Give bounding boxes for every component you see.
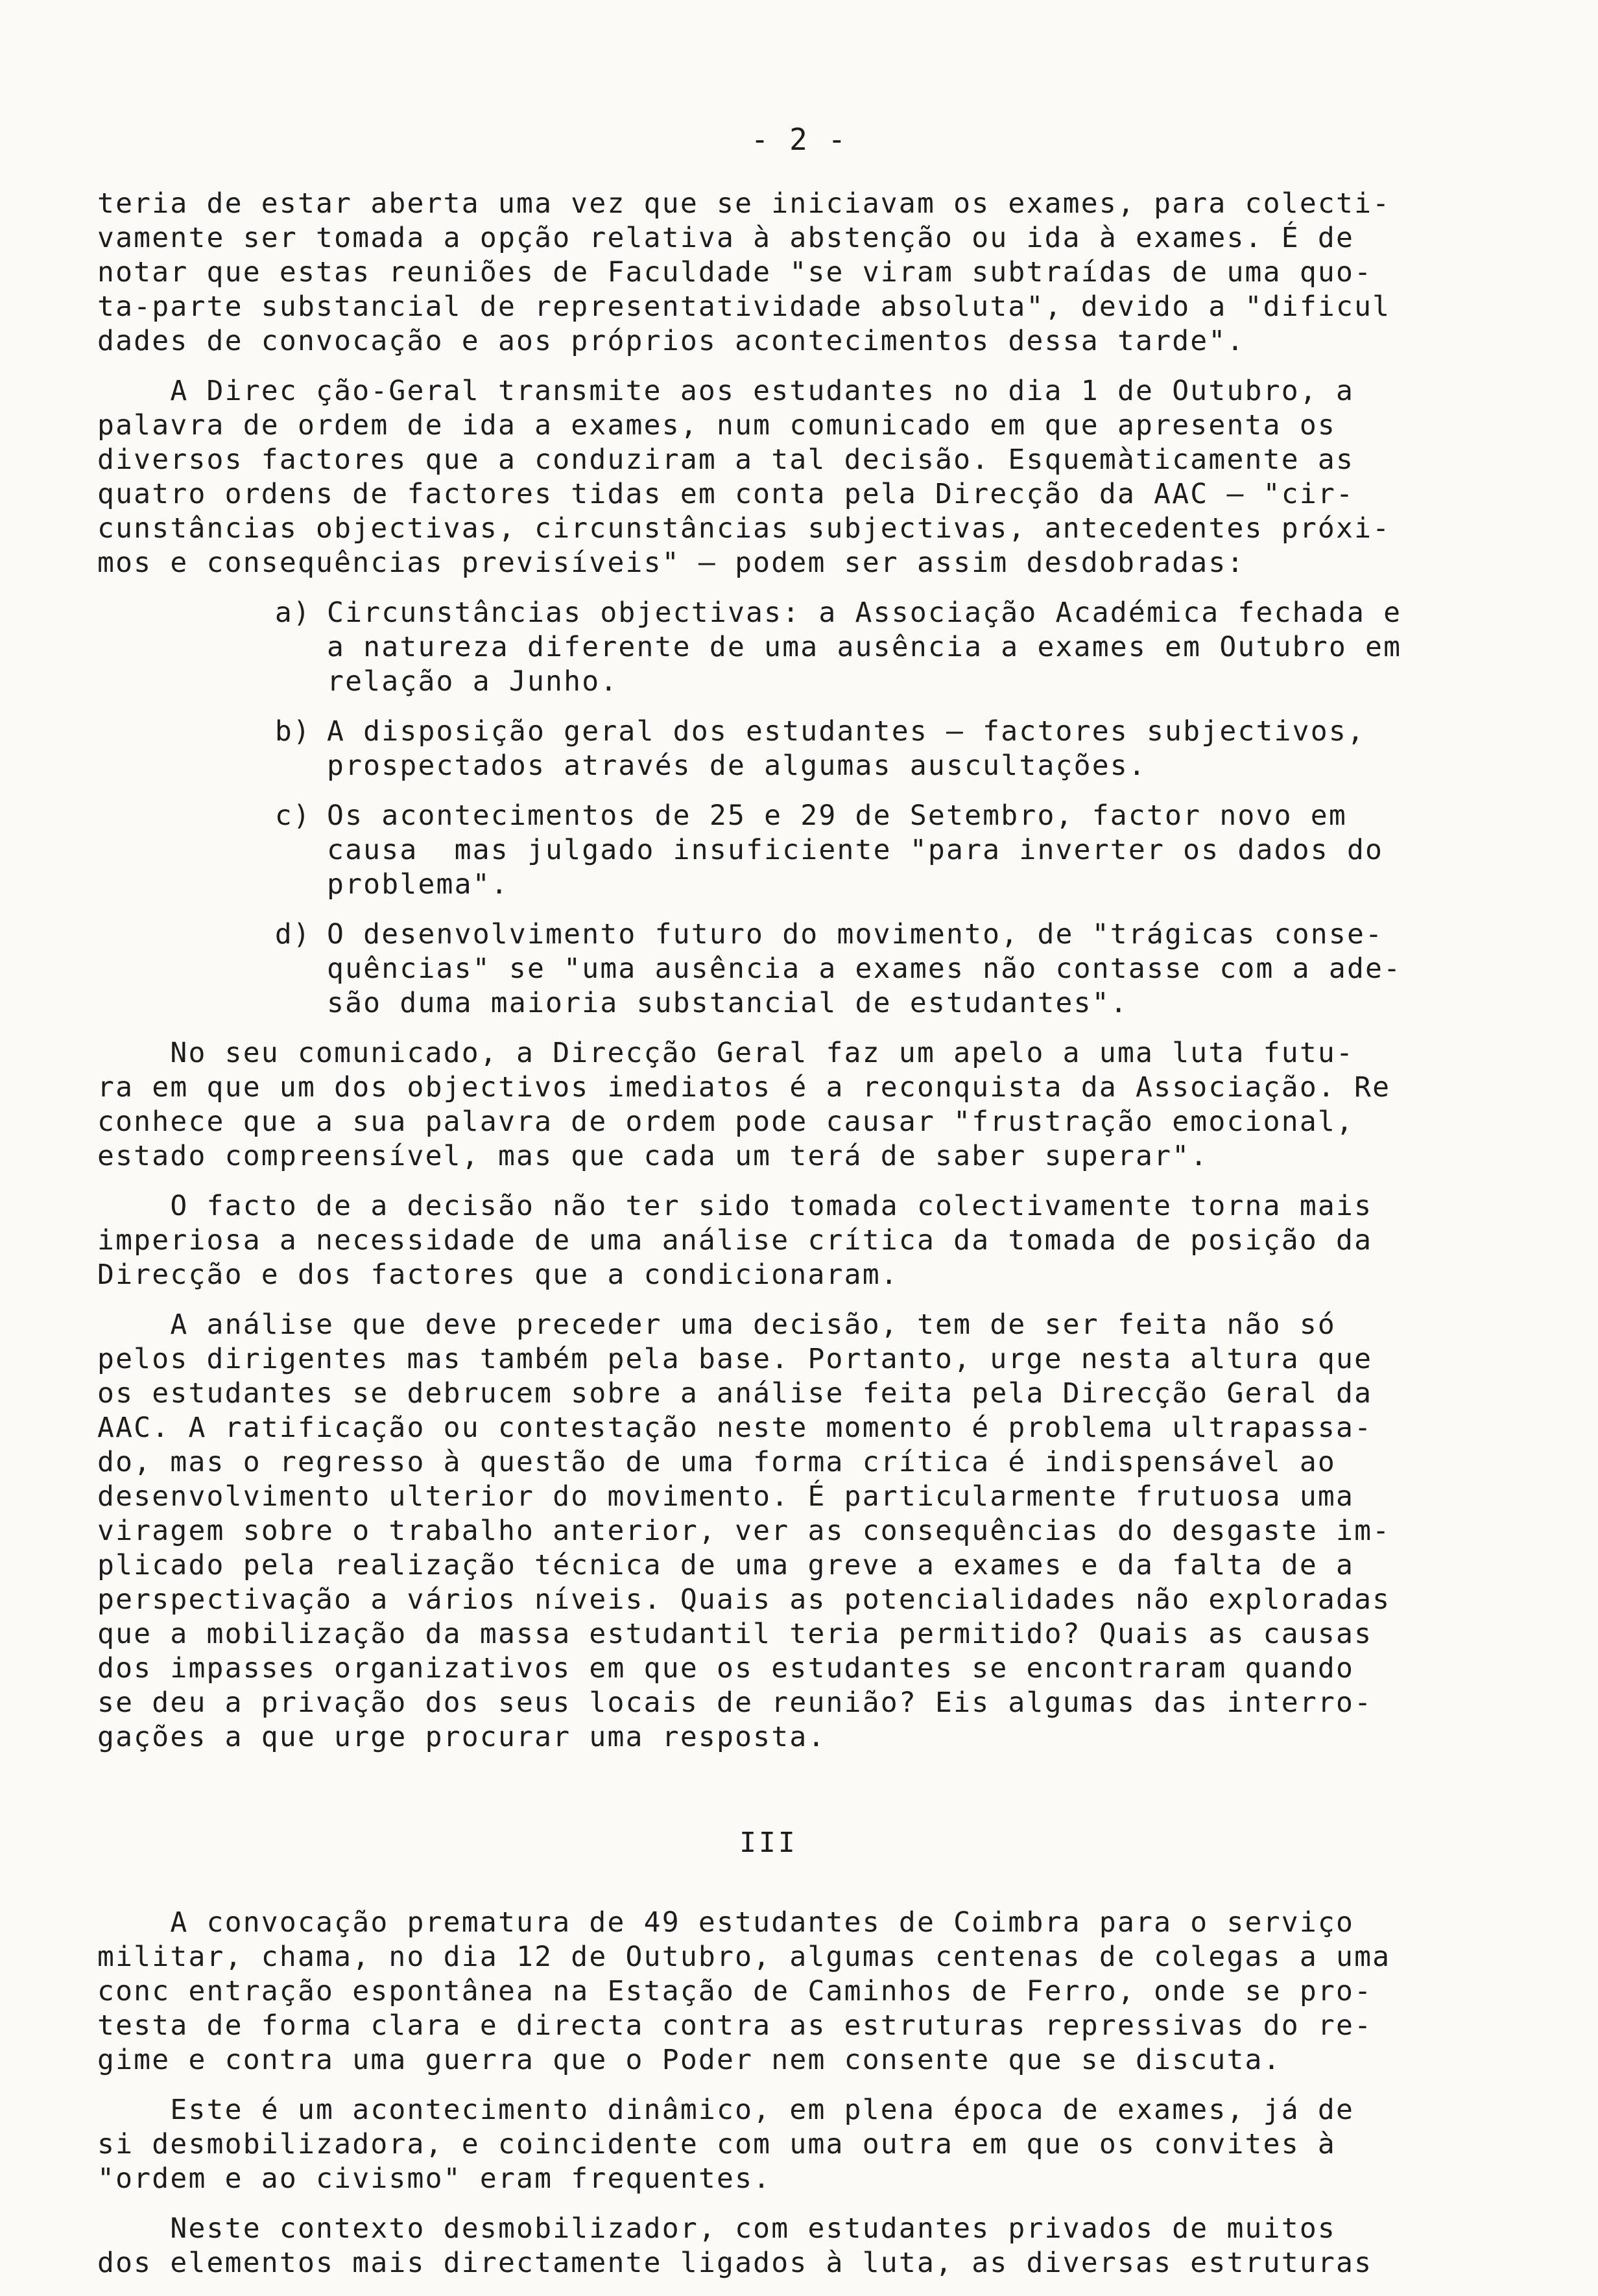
list-item — [97, 799, 1440, 902]
text-line: O facto de a decisão não ter sido tomada colectivamente torna mais — [97, 1190, 1373, 1222]
text-line: quatro ordens de factores tidas em conta pela Direcção da AAC — "cir- — [97, 478, 1355, 510]
list-item — [97, 917, 1440, 1021]
text-line: A Direc ção-Geral transmite aos estudantes no dia 1 de Outubro, a — [97, 375, 1355, 407]
text-line: palavra de ordem de ida a exames, num comunicado em que apresenta os — [97, 409, 1336, 442]
text-line: No seu comunicado, a Direcção Geral faz um apelo a uma luta futu- — [97, 1037, 1355, 1069]
text-line: quências" se "uma ausência a exames não contasse com a ade- — [327, 953, 1402, 985]
text-line: do, mas o regresso à questão de uma forma crítica é indispensável ao — [97, 1446, 1336, 1478]
text-line: cunstâncias objectivas, circunstâncias subjectivas, antecedentes próxi- — [97, 512, 1391, 545]
text-line: Os acontecimentos de 25 e 29 de Setembro, factor novo em — [327, 799, 1347, 832]
text-line: testa de forma clara e directa contra as estruturas repressivas do re- — [97, 2009, 1373, 2042]
text-line: gime e contra uma guerra que o Poder nem consente que se discuta. — [97, 2044, 1282, 2076]
text-line: Neste contexto desmobilizador, com estudantes privados de muitos — [97, 2212, 1336, 2245]
text-line: ra em que um dos objectivos imediatos é a reconquista da Associação. Re — [97, 1071, 1391, 1104]
text-line: ta-parte substancial de representatividade absoluta", devido a "dificul — [97, 290, 1391, 323]
text-line: são duma maioria substancial de estudantes". — [327, 987, 1128, 1019]
section-iii-body — [97, 1906, 1440, 2280]
text-line: AAC. A ratificação ou contestação neste momento é problema ultrapassa- — [97, 1412, 1373, 1444]
text-line: desenvolvimento ulterior do movimento. É particularmente frutuosa uma — [97, 1480, 1355, 1513]
list-item-text — [327, 715, 1440, 783]
text-line: dades de convocação e aos próprios acontecimentos dessa tarde". — [97, 325, 1245, 357]
list-marker: c) — [274, 799, 311, 832]
text-line: causa mas julgado insuficiente "para inverter os dados do — [327, 834, 1384, 866]
paragraph — [97, 187, 1440, 359]
paragraph — [97, 1036, 1440, 1174]
text-line: viragem sobre o trabalho anterior, ver as consequências do desgaste im- — [97, 1515, 1391, 1547]
list-marker: b) — [274, 715, 311, 748]
text-line: prospectados através de algumas auscultações. — [327, 750, 1147, 782]
text-line: relação a Junho. — [327, 665, 619, 698]
section-heading: III — [739, 1827, 798, 1859]
text-line: conhece que a sua palavra de ordem pode causar "frustração emocional, — [97, 1106, 1355, 1138]
text-line: imperiosa a necessidade de uma análise crítica da tomada de posição da — [97, 1224, 1373, 1257]
list-marker: d) — [274, 918, 311, 951]
factor-list — [97, 596, 1440, 1021]
list-item-text — [327, 596, 1440, 699]
text-line: notar que estas reuniões de Faculdade "se viram subtraídas de uma quo- — [97, 256, 1373, 289]
page-number: - 2 - — [750, 122, 848, 157]
text-line: se deu a privação dos seus locais de reunião? Eis algumas das interro- — [97, 1686, 1373, 1719]
paragraph — [97, 2212, 1440, 2280]
text-line: teria de estar aberta uma vez que se iniciavam os exames, para colecti- — [97, 187, 1391, 220]
paragraph — [97, 2093, 1440, 2196]
text-line: O desenvolvimento futuro do movimento, de "trágicas conse- — [327, 918, 1384, 951]
text-line: conc entração espontânea na Estação de Caminhos de Ferro, onde se pro- — [97, 1975, 1373, 2007]
text-line: diversos factores que a conduziram a tal decisão. Esquemàticamente as — [97, 444, 1355, 476]
text-line: A convocação prematura de 49 estudantes de Coimbra para o serviço — [97, 1906, 1355, 1939]
list-marker: a) — [274, 597, 311, 629]
paragraph — [97, 1906, 1440, 2077]
analysis-section — [97, 1036, 1440, 1755]
text-line: A análise que deve preceder uma decisão, tem de ser feita não só — [97, 1308, 1336, 1341]
text-line: Direcção e dos factores que a condicionaram. — [97, 1259, 899, 1291]
text-line: os estudantes se debrucem sobre a análise feita pela Direcção Geral da — [97, 1377, 1373, 1410]
text-line: que a mobilização da massa estudantil teria permitido? Quais as causas — [97, 1618, 1373, 1650]
document-body — [97, 187, 1440, 2296]
text-line: vamente ser tomada a opção relativa à abstenção ou ida à exames. É de — [97, 222, 1355, 254]
text-line: dos impasses organizativos em que os estudantes se encontraram quando — [97, 1652, 1355, 1685]
text-line: estado compreensível, mas que cada um terá de saber superar". — [97, 1140, 1209, 1172]
text-line: a natureza diferente de uma ausência a exames em Outubro em — [327, 631, 1402, 663]
list-item-text — [327, 799, 1440, 902]
paragraph — [97, 1308, 1440, 1755]
text-line: plicado pela realização técnica de uma greve a exames e da falta de a — [97, 1549, 1355, 1581]
intro-section — [97, 187, 1440, 580]
text-line: gações a que urge procurar uma resposta. — [97, 1721, 826, 1753]
text-line: mos e consequências previsíveis" — podem ser assim desdobradas: — [97, 547, 1245, 579]
text-line: problema". — [327, 868, 509, 901]
text-line: si desmobilizadora, e coincidente com uma outra em que os convites à — [97, 2128, 1336, 2160]
text-line: militar, chama, no dia 12 de Outubro, algumas centenas de colegas a uma — [97, 1941, 1391, 1973]
text-line: Circunstâncias objectivas: a Associação Académica fechada e — [327, 597, 1402, 629]
text-line: A disposição geral dos estudantes — factores subjectivos, — [327, 715, 1366, 748]
text-line: pelos dirigentes mas também pela base. Portanto, urge nesta altura que — [97, 1343, 1373, 1375]
list-item — [97, 596, 1440, 699]
text-line: perspectivação a vários níveis. Quais as potencialidades não exploradas — [97, 1583, 1391, 1616]
list-item — [97, 715, 1440, 783]
text-line: "ordem e ao civismo" eram frequentes. — [97, 2162, 772, 2195]
text-line: dos elementos mais directamente ligados à luta, as diversas estruturas — [97, 2247, 1373, 2279]
list-item-text — [327, 917, 1440, 1021]
paragraph — [97, 1189, 1440, 1292]
text-line: Este é um acontecimento dinâmico, em plena época de exames, já de — [97, 2094, 1355, 2126]
paragraph — [97, 374, 1440, 580]
